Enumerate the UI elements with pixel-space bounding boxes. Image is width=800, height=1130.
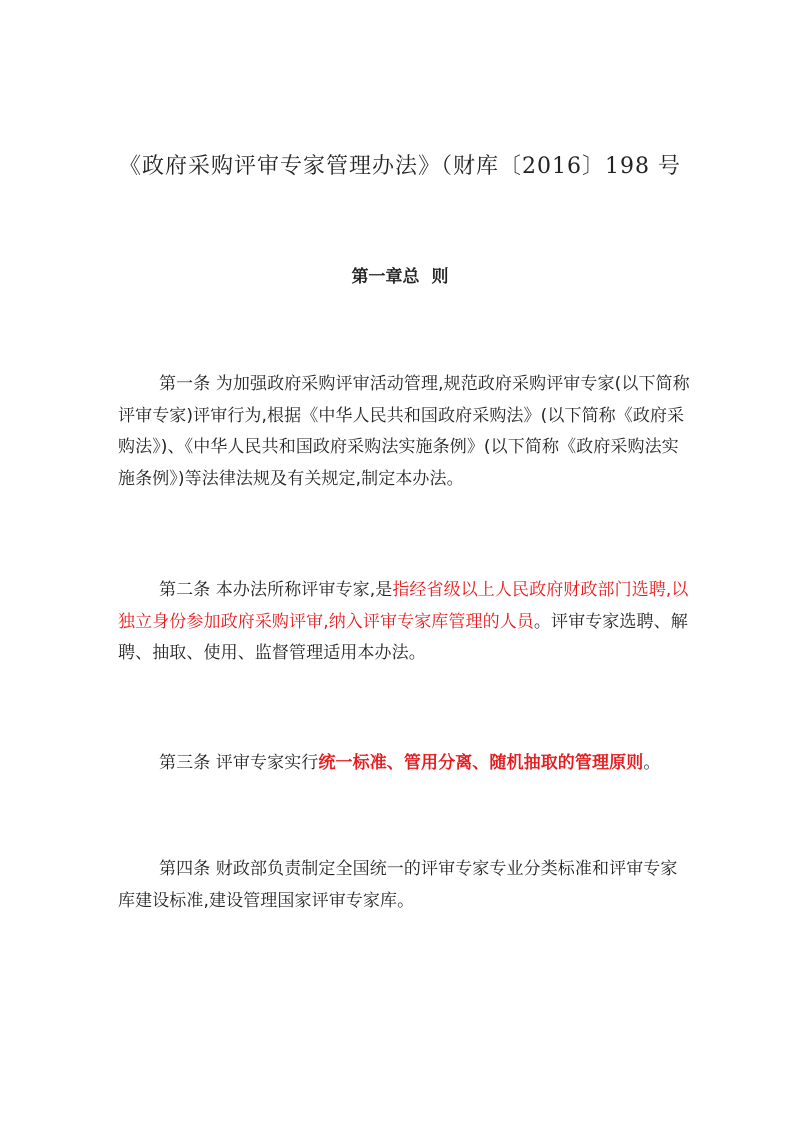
article-1 <box>118 369 690 495</box>
article-3-text-end: 。 <box>643 753 661 773</box>
article-2-text-intro: 第二条 本办法所称评审专家,是 <box>159 580 393 600</box>
article-4 <box>118 854 690 917</box>
article-3-text-intro: 第三条 评审专家实行 <box>159 753 319 773</box>
article-1-text: 第一条 为加强政府采购评审活动管理,规范政府采购评审专家(以下简称评审专家)评审行为,根据《中华人民共和国政府采购法》(以下简称《政府采购法》)、《中华人民共和国政府采购法实施条例》(以下简称《政府采购法实施条例》)等法律法规及有关规定,制定本办法。 <box>118 374 690 489</box>
chapter-heading <box>0 264 800 290</box>
document-title: 《政府采购评审专家管理办法》（财库〔2016〕198 号 <box>119 154 681 179</box>
chapter-name-part-2: 则 <box>431 267 449 287</box>
article-2 <box>118 575 690 670</box>
chapter-name-part-1: 总 <box>402 267 420 287</box>
chapter-number: 第一章 <box>351 267 403 287</box>
article-3-highlight: 统一标准、管用分离、随机抽取的管理原则 <box>318 753 644 773</box>
article-2-highlight: 指经省级以上人民政府财政部门选聘,以独立身份参加政府采购评审,纳入评审专家库管理的人员 <box>118 580 689 632</box>
article-2-text-rest: 。评审专家选聘、解聘、抽取、使用、监督管理适用本办法。 <box>118 611 688 663</box>
article-4-text: 第四条 财政部负责制定全国统一的评审专家专业分类标准和评审专家库建设标准,建设管理国家评审专家库。 <box>118 859 678 911</box>
article-3 <box>118 748 690 780</box>
